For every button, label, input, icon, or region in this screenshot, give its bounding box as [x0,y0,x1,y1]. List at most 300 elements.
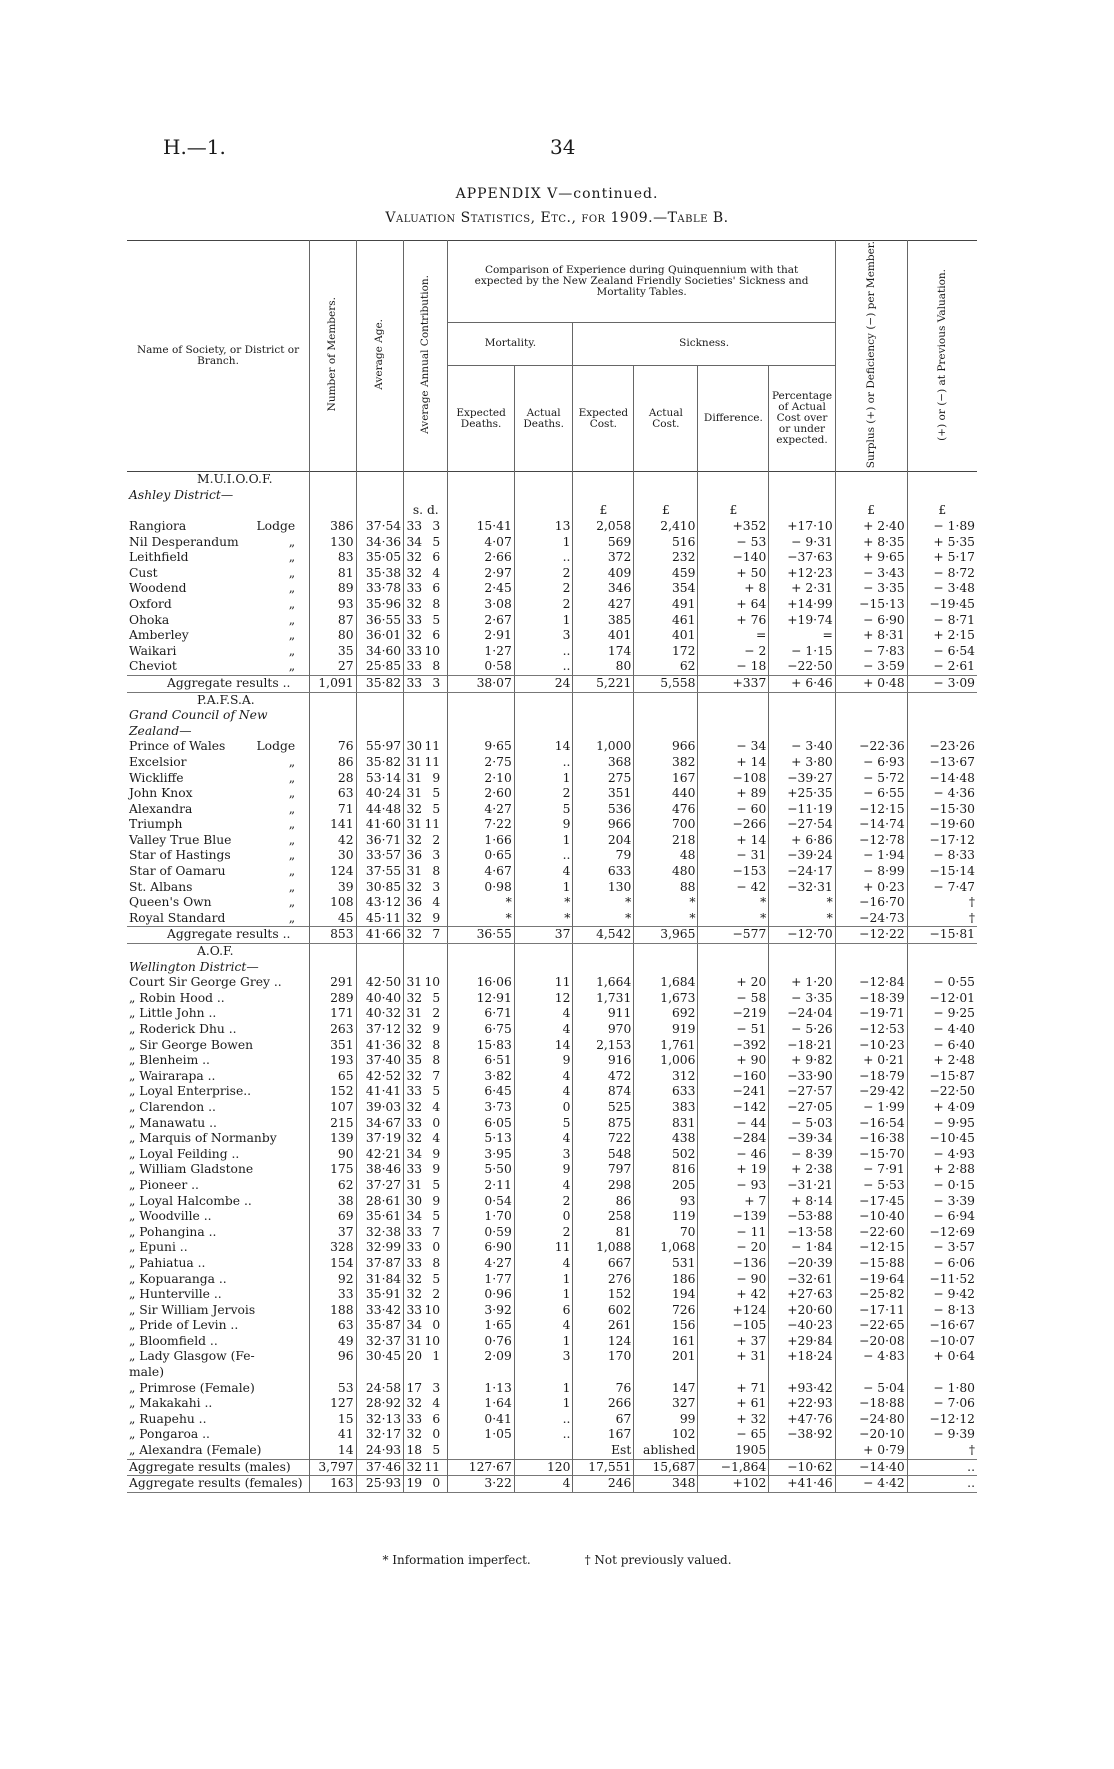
contrib-pence: 5 [432,612,441,627]
exp-deaths-cell: * [448,895,514,911]
branch-name-cell [127,1396,310,1412]
surplus-cell: − 4·83 [835,1349,907,1365]
surplus-cell: −22·36 [835,739,907,755]
contrib-cell [404,659,448,675]
branch-name-cell [127,1022,310,1038]
branch-name: „ Bloomfield .. [129,1333,218,1348]
surplus-cell: − 6·55 [835,786,907,802]
members-cell: 96 [310,1349,356,1365]
agg-avg-age: 41·66 [356,927,404,944]
percentage-cell: −31·21 [769,1178,835,1194]
table-row [127,1038,977,1054]
agg-members: 853 [310,927,356,944]
empty-cell [573,472,634,488]
branch-name: „ Manawatu .. [129,1115,217,1130]
branch-type: „ [288,612,296,627]
exp-cost-cell: 2,058 [573,519,634,535]
surplus-cell: − 1·94 [835,848,907,864]
branch-name-cell [127,1365,310,1381]
prev-val-cell: + 2·88 [907,1162,977,1178]
act-deaths-cell: .. [514,848,573,864]
contrib-shillings: 32 [406,801,423,816]
surplus-cell: −15·13 [835,597,907,613]
difference-cell: −219 [698,1006,769,1022]
agg-exp-deaths: 36·55 [448,927,514,944]
exp-deaths-cell [448,1443,514,1459]
table-row [127,1131,977,1147]
empty-cell [514,503,573,519]
surplus-cell: −12·15 [835,1240,907,1256]
members-cell: 92 [310,1272,356,1288]
table-row [127,1381,977,1397]
exp-deaths-cell: * [448,911,514,927]
exp-deaths-cell: 6·90 [448,1240,514,1256]
surplus-cell: + 8·35 [835,535,907,551]
branch-name: „ Marquis of Normanby [129,1131,277,1146]
branch-name: Alexandra [129,801,193,816]
avg-age-cell: 42·50 [356,975,404,991]
act-deaths-cell: 4 [514,1318,573,1334]
empty-cell [835,708,907,739]
contrib-pence: 9 [432,910,441,925]
exp-cost-cell: 633 [573,864,634,880]
branch-name: Cheviot [129,659,177,674]
exp-deaths-cell: 2·10 [448,771,514,787]
surplus-cell: −10·40 [835,1209,907,1225]
contrib-shillings: 32 [406,990,423,1005]
branch-name-cell [127,802,310,818]
agg-avg-age: 25·93 [356,1476,404,1493]
percentage-cell: −37·63 [769,550,835,566]
branch-type: „ [288,848,296,863]
surplus-cell: −16·54 [835,1116,907,1132]
difference-cell: + 8 [698,581,769,597]
surplus-cell: −12·53 [835,1022,907,1038]
contrib-shillings: 34 [406,1318,423,1333]
surplus-cell: + 0·21 [835,1053,907,1069]
section-title-row [127,472,977,488]
prev-val-cell: − 1·89 [907,519,977,535]
contrib-cell [404,566,448,582]
table-row [127,1053,977,1069]
exp-cost-cell: 351 [573,786,634,802]
percentage-cell: +12·23 [769,566,835,582]
percentage-cell: +22·93 [769,1396,835,1412]
empty-cell [907,472,977,488]
table-row [127,597,977,613]
act-cost-cell: 1,761 [634,1038,698,1054]
empty-cell [769,503,835,519]
branch-name: Amberley [129,628,189,643]
table-row [127,1412,977,1428]
exp-cost-cell: 275 [573,771,634,787]
agg-act-deaths: 37 [514,927,573,944]
percentage-cell: −39·24 [769,848,835,864]
branch-name-cell [127,1381,310,1397]
contrib-shillings: 36 [406,895,423,910]
prev-val-cell: −16·67 [907,1318,977,1334]
members-cell: 28 [310,771,356,787]
act-cost-cell: 633 [634,1084,698,1100]
act-deaths-cell: 1 [514,880,573,896]
agg-exp-cost: 246 [573,1476,634,1493]
contrib-shillings: 33 [406,1084,423,1099]
contrib-cell [404,628,448,644]
difference-cell: +352 [698,519,769,535]
table-row [127,1069,977,1085]
empty-cell [514,472,573,488]
empty-cell [310,960,356,976]
prev-val-cell: − 4·36 [907,786,977,802]
branch-name: „ Clarendon .. [129,1099,216,1114]
exp-deaths-cell: 2·75 [448,755,514,771]
contrib-pence: 0 [432,1115,441,1130]
branch-name-cell [127,566,310,582]
act-cost-cell: 232 [634,550,698,566]
difference-cell: − 34 [698,739,769,755]
act-cost-cell: 461 [634,613,698,629]
prev-val-cell: −12·01 [907,991,977,1007]
branch-name: Court Sir George Grey .. [129,975,282,990]
empty-cell [448,708,514,739]
members-cell: 86 [310,755,356,771]
empty-cell [514,488,573,504]
exp-deaths-cell: 1·64 [448,1396,514,1412]
empty-cell [448,488,514,504]
branch-name-cell [127,1069,310,1085]
district-name: Wellington District— [129,959,259,974]
empty-cell [573,708,634,739]
avg-age-cell: 35·61 [356,1209,404,1225]
empty-cell [634,960,698,976]
empty-cell [310,472,356,488]
prev-val-cell: + 2·15 [907,628,977,644]
surplus-cell: − 3·59 [835,659,907,675]
aggregate-row [127,927,977,944]
contrib-cell [404,848,448,864]
contrib-pence: 4 [432,1131,441,1146]
prev-val-cell: − 9·39 [907,1427,977,1443]
members-cell: 171 [310,1006,356,1022]
exp-cost-cell: 427 [573,597,634,613]
branch-name-cell [127,644,310,660]
table-row [127,848,977,864]
exp-deaths-cell: 1·66 [448,833,514,849]
branch-name-cell [127,1131,310,1147]
valuation-table [127,240,977,1493]
exp-cost-cell: 79 [573,848,634,864]
surplus-cell: −22·60 [835,1225,907,1241]
empty-cell [769,708,835,739]
percentage-cell: +93·42 [769,1381,835,1397]
prev-val-cell: − 0·55 [907,975,977,991]
contrib-cell [404,911,448,927]
surplus-cell: −20·08 [835,1334,907,1350]
difference-cell: − 42 [698,880,769,896]
prev-val-cell: − 8·72 [907,566,977,582]
avg-age-cell: 42·52 [356,1069,404,1085]
agg-contrib-cell [404,927,448,944]
contrib-cell [404,1412,448,1428]
prev-val-cell: − 7·06 [907,1396,977,1412]
difference-cell: = [698,628,769,644]
percentage-cell: + 2·31 [769,581,835,597]
percentage-cell: −18·21 [769,1038,835,1054]
members-cell: 107 [310,1100,356,1116]
empty-cell [448,503,514,519]
percentage-cell: −20·39 [769,1256,835,1272]
contrib-shillings: 32 [406,1271,423,1286]
act-deaths-cell: .. [514,644,573,660]
avg-age-cell: 36·55 [356,613,404,629]
exp-cost-cell: 67 [573,1412,634,1428]
difference-cell: − 18 [698,659,769,675]
members-cell: 89 [310,581,356,597]
act-cost-cell: 62 [634,659,698,675]
act-deaths-cell [514,1443,573,1459]
branch-name-cell [127,771,310,787]
contrib-cell [404,1162,448,1178]
act-cost-cell: 201 [634,1349,698,1365]
members-cell: 15 [310,1412,356,1428]
avg-age-cell: 28·92 [356,1396,404,1412]
percentage-cell: + 2·38 [769,1162,835,1178]
members-cell: 154 [310,1256,356,1272]
prev-val-cell: − 4·93 [907,1147,977,1163]
act-deaths-cell: 0 [514,1209,573,1225]
contrib-pence: 5 [432,990,441,1005]
agg-surplus: + 0·48 [835,675,907,692]
empty-cell [310,708,356,739]
prev-val-cell: − 4·40 [907,1022,977,1038]
prev-val-cell: + 0·64 [907,1349,977,1365]
act-deaths-cell: 4 [514,1022,573,1038]
contrib-cell [404,817,448,833]
contrib-pence: 6 [432,581,441,596]
branch-name-cell [127,1443,310,1459]
branch-name-cell [127,1162,310,1178]
surplus-cell: −16·70 [835,895,907,911]
appendix-title: APPENDIX V—continued. [455,186,659,202]
agg-percentage: +41·46 [769,1476,835,1493]
act-cost-cell: 119 [634,1209,698,1225]
prev-val-cell [907,1365,977,1381]
surplus-cell: − 8·99 [835,864,907,880]
surplus-cell: −29·42 [835,1084,907,1100]
branch-name: Nil Desperandum [129,534,239,549]
act-cost-cell: 218 [634,833,698,849]
members-cell: 289 [310,991,356,1007]
branch-type: „ [288,910,296,925]
percentage-cell: −33·90 [769,1069,835,1085]
difference-cell: + 90 [698,1053,769,1069]
table-row [127,975,977,991]
contrib-pence: 7 [432,1224,441,1239]
table-row [127,1209,977,1225]
branch-name-cell [127,1256,310,1272]
members-cell: 87 [310,613,356,629]
table-row [127,659,977,675]
difference-cell: + 76 [698,613,769,629]
act-deaths-cell: .. [514,1427,573,1443]
empty-cell [404,488,448,504]
aggregate-label: Aggregate results .. [127,927,310,944]
act-deaths-cell: 1 [514,771,573,787]
avg-age-cell: 37·54 [356,519,404,535]
contrib-cell [404,1006,448,1022]
branch-type: „ [288,596,296,611]
exp-cost-cell: 170 [573,1349,634,1365]
empty-cell [634,472,698,488]
exp-cost-cell: 266 [573,1396,634,1412]
act-deaths-cell: 1 [514,1287,573,1303]
percentage-cell: −32·61 [769,1272,835,1288]
agg-percentage: −12·70 [769,927,835,944]
act-cost-cell: 531 [634,1256,698,1272]
avg-age-cell: 32·38 [356,1225,404,1241]
act-cost-cell: 99 [634,1412,698,1428]
members-cell: 65 [310,1069,356,1085]
agg-contrib-shillings: 19 [406,1476,423,1491]
branch-type: „ [288,786,296,801]
branch-name: Ohoka [129,612,170,627]
avg-age-cell: 24·58 [356,1381,404,1397]
exp-cost-cell: 76 [573,1381,634,1397]
act-cost-cell: * [634,911,698,927]
exp-cost-cell: 81 [573,1225,634,1241]
exp-cost-cell: 970 [573,1022,634,1038]
act-deaths-cell: 2 [514,566,573,582]
exp-cost-cell: 1,088 [573,1240,634,1256]
branch-name-cell [127,1053,310,1069]
avg-age-cell: 28·61 [356,1194,404,1210]
prev-val-cell: + 4·09 [907,1100,977,1116]
empty-cell [356,472,404,488]
exp-deaths-cell: 0·65 [448,848,514,864]
exp-cost-cell: 152 [573,1287,634,1303]
exp-cost-cell: 372 [573,550,634,566]
district-row [127,488,977,504]
contrib-shillings: 32 [406,879,423,894]
members-cell: 83 [310,550,356,566]
members-cell: 62 [310,1178,356,1194]
table-body [127,472,977,1493]
act-cost-cell: 186 [634,1272,698,1288]
agg-contrib-shillings: 32 [406,927,423,942]
contrib-shillings: 33 [406,581,423,596]
empty-cell [907,488,977,504]
branch-name-cell [127,1349,310,1365]
members-cell: 69 [310,1209,356,1225]
contrib-shillings: 32 [406,1068,423,1083]
branch-name: Royal Standard [129,910,226,925]
contrib-cell [404,1240,448,1256]
branch-name: Waikari [129,643,177,658]
contrib-shillings: 31 [406,975,423,990]
act-deaths-cell: 9 [514,1162,573,1178]
contrib-cell [404,1427,448,1443]
difference-cell: + 32 [698,1412,769,1428]
empty-cell [769,488,835,504]
surplus-cell: − 3·35 [835,581,907,597]
table-row [127,613,977,629]
exp-cost-cell: 124 [573,1334,634,1350]
avg-age-cell: 44·48 [356,802,404,818]
percentage-cell: −53·88 [769,1209,835,1225]
contrib-pence: 0 [432,1318,441,1333]
society-name: M.U.I.O.O.F. [197,472,273,487]
prev-val-cell: − 9·25 [907,1006,977,1022]
contrib-shillings: 32 [406,1287,423,1302]
society-name: P.A.F.S.A. [197,692,255,707]
branch-name: „ Loyal Halcombe .. [129,1193,252,1208]
exp-deaths-cell: 4·27 [448,1256,514,1272]
col-act-cost-header: Actual Cost. [634,366,698,472]
contrib-pence: 3 [432,519,441,534]
exp-deaths-cell: 3·73 [448,1100,514,1116]
table-row [127,1225,977,1241]
members-cell: 76 [310,739,356,755]
difference-cell: + 14 [698,755,769,771]
exp-deaths-cell: 1·65 [448,1318,514,1334]
empty-cell [634,944,698,960]
contrib-shillings: 32 [406,1099,423,1114]
table-row [127,519,977,535]
agg-contrib-cell [404,675,448,692]
exp-cost-cell: 86 [573,1194,634,1210]
empty-cell [310,503,356,519]
avg-age-cell: 37·12 [356,1022,404,1038]
branch-name: „ Alexandra (Female) [129,1443,262,1458]
act-deaths-cell: 1 [514,833,573,849]
prev-val-cell: † [907,1443,977,1459]
act-deaths-cell: 2 [514,597,573,613]
agg-difference: +102 [698,1476,769,1493]
contrib-shillings: 32 [406,910,423,925]
exp-deaths-cell: 3·08 [448,597,514,613]
contrib-cell [404,1131,448,1147]
branch-type: „ [288,628,296,643]
contrib-pence: 5 [432,1177,441,1192]
empty-cell [634,488,698,504]
contrib-pence: 5 [432,801,441,816]
members-cell: 45 [310,911,356,927]
contrib-cell [404,880,448,896]
prev-val-cell: † [907,895,977,911]
empty-cell [573,488,634,504]
act-cost-cell: 382 [634,755,698,771]
contrib-cell [404,1365,448,1381]
surplus-cell: − 7·91 [835,1162,907,1178]
contrib-pence: 10 [424,1333,441,1348]
contrib-pence: 2 [432,1287,441,1302]
act-cost-cell: 1,673 [634,991,698,1007]
act-cost-cell: 205 [634,1178,698,1194]
exp-cost-cell: 536 [573,802,634,818]
contrib-cell [404,1194,448,1210]
difference-cell: −140 [698,550,769,566]
exp-deaths-cell: 2·60 [448,786,514,802]
exp-cost-cell: Est [573,1443,634,1459]
exp-deaths-cell: 16·06 [448,975,514,991]
agg-members: 1,091 [310,675,356,692]
empty-cell [448,944,514,960]
section-title-row [127,692,977,708]
avg-age-cell: 38·46 [356,1162,404,1178]
exp-deaths-cell: 9·65 [448,739,514,755]
act-deaths-cell: 9 [514,817,573,833]
prev-val-cell: − 6·54 [907,644,977,660]
